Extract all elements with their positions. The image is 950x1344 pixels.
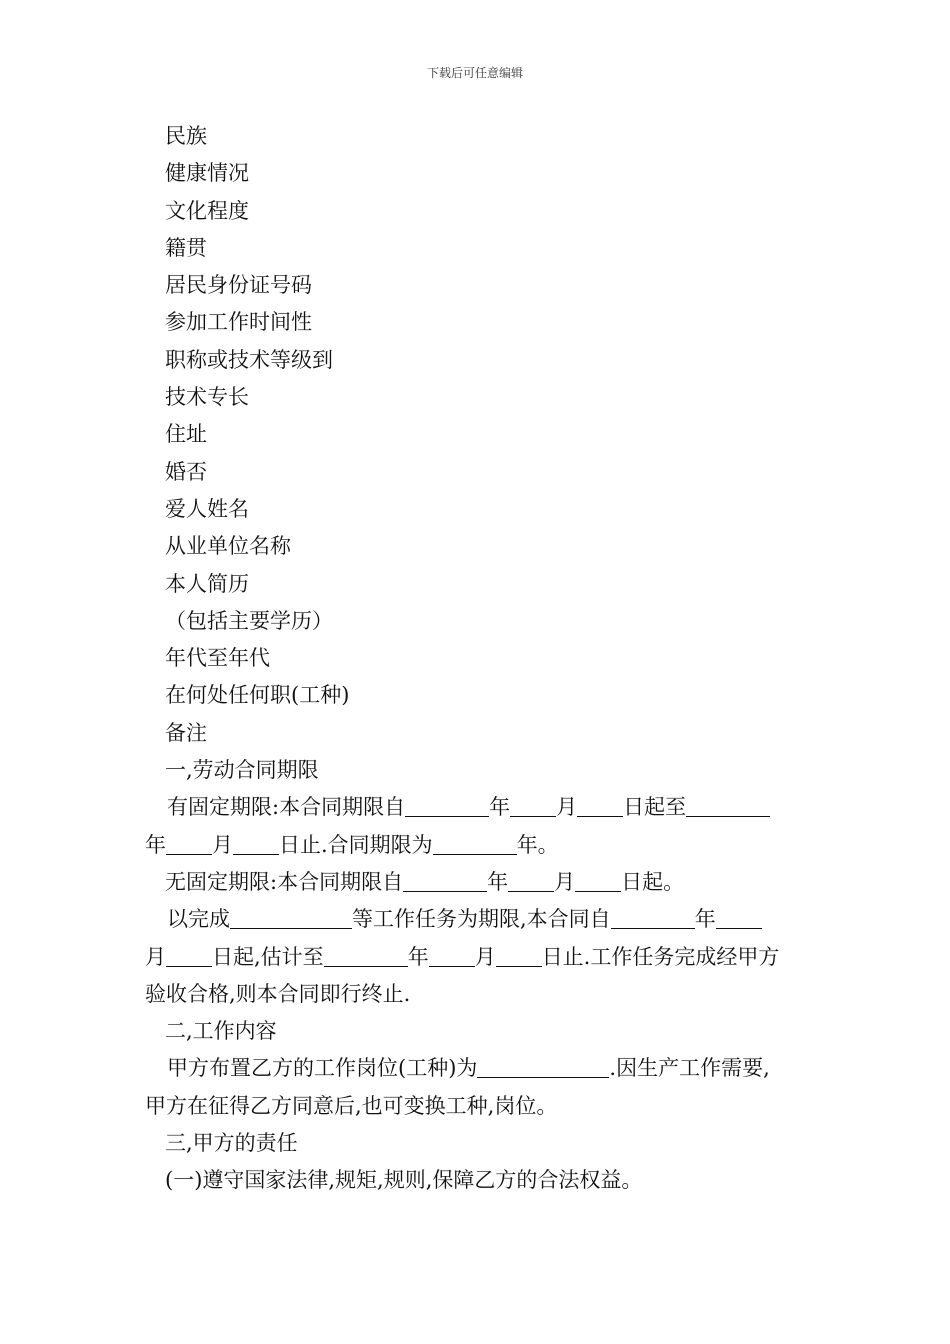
field-health: 健康情况 (165, 161, 249, 186)
field-specialty: 技术专长 (165, 385, 249, 410)
blank-start-month (510, 794, 556, 817)
work-content-line-1: 甲方布置乙方的工作岗位(工种)为 .因生产工作需要, (167, 1056, 770, 1081)
blank-end-year (686, 794, 770, 817)
field-marital: 婚否 (165, 459, 207, 484)
field-resume: 本人简历 (165, 571, 249, 596)
field-id-number: 居民身份证号码 (165, 273, 312, 298)
blank-end-day (233, 832, 279, 855)
fixed-term-line-2: 年 月 日止.合同期限为 年。 (145, 832, 559, 857)
fixed-term-line-1: 有固定期限:本合同期限自 年 月 日起至 (145, 789, 815, 826)
field-remarks: 备注 (165, 720, 207, 745)
blank-start-day (577, 794, 623, 817)
blank-unfixed-month (508, 869, 554, 892)
work-content-line-2: 甲方在征得乙方同意后,也可变换工种,岗位。 (145, 1093, 558, 1118)
task-term-line-2: 月 日起,估计至 年 月 日止.工作任务完成经甲方 (145, 944, 780, 969)
blank-term-years (433, 832, 517, 855)
blank-start-year (405, 794, 489, 817)
blank-est-day (496, 944, 542, 967)
field-work-start: 参加工作时间性 (165, 310, 312, 335)
section-1-heading: 一,劳动合同期限 (165, 758, 319, 783)
blank-task-year (611, 906, 695, 929)
blank-end-month (166, 832, 212, 855)
blank-unfixed-day (575, 869, 621, 892)
task-term-line-1: 以完成 等工作任务为期限,本合同自 年 (145, 901, 815, 938)
field-employer: 从业单位名称 (165, 534, 291, 559)
page-header: 下载后可任意编辑 (426, 66, 523, 80)
unfixed-term-line: 无固定期限:本合同期限自 年 月 日起。 (165, 869, 685, 894)
field-address: 住址 (165, 422, 207, 447)
field-native-place: 籍贯 (165, 235, 207, 260)
section-2-heading: 二,工作内容 (165, 1019, 277, 1044)
section-3-heading: 三,甲方的责任 (165, 1131, 298, 1156)
document-body (145, 118, 815, 1200)
blank-est-year (324, 944, 408, 967)
blank-task-day (166, 944, 212, 967)
field-title-level: 职称或技术等级到 (165, 347, 333, 372)
field-position: 在何处任何职(工种) (165, 683, 350, 708)
blank-task (230, 906, 352, 929)
field-ethnicity: 民族 (165, 124, 207, 148)
blank-task-month (716, 906, 762, 929)
field-spouse-name: 爱人姓名 (165, 496, 249, 521)
task-term-line-3: 验收合格,则本合同即行终止. (145, 981, 411, 1006)
field-period: 年代至年代 (165, 646, 270, 671)
field-education: 文化程度 (165, 198, 249, 223)
party-a-duty-1: (一)遵守国家法律,规矩,规则,保障乙方的合法权益。 (165, 1168, 643, 1193)
blank-unfixed-year (403, 869, 487, 892)
field-resume-note: （包括主要学历） (165, 608, 333, 633)
blank-job-position (477, 1055, 609, 1078)
blank-est-month (429, 944, 475, 967)
